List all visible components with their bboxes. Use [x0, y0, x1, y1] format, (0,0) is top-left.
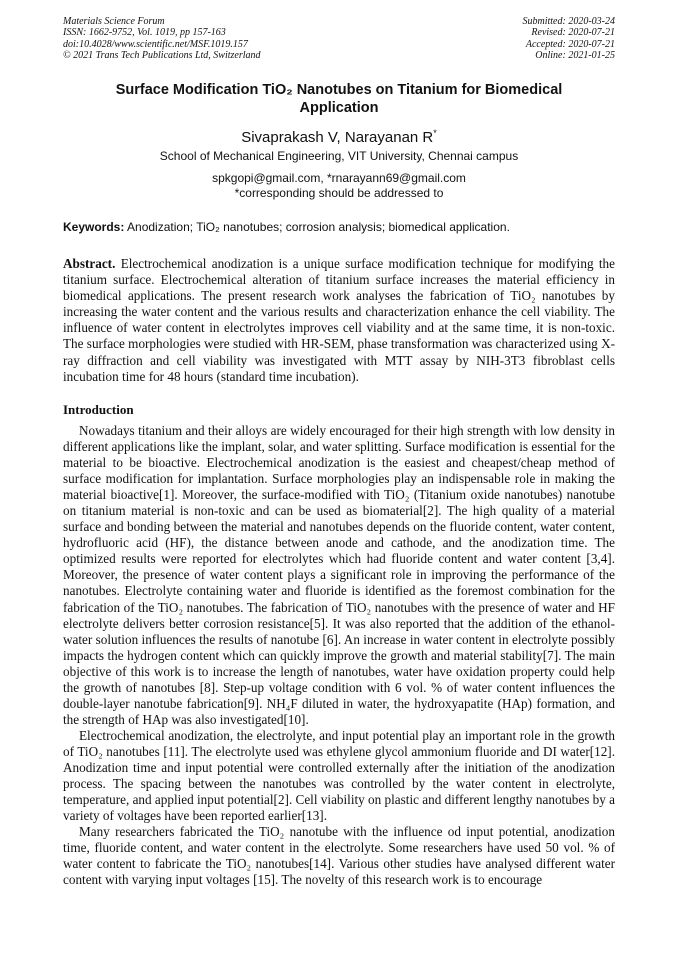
keywords-label: Keywords:: [63, 220, 125, 234]
journal-issn: ISSN: 1662-9752, Vol. 1019, pp 157-163: [63, 27, 226, 39]
date-revised: Revised: 2020-07-21: [531, 27, 615, 39]
date-online: Online: 2021-01-25: [535, 49, 615, 61]
introduction-body: [63, 423, 615, 888]
paper-title: [63, 81, 615, 117]
body-paragraph: Many researchers fabricated the TiO₂ nanotube with the influence od input potential, anodization time, fluoride content, and water content in the electrolyte. Some researchers have used 50 vol. % of water content to fabricate the TiO₂ nanotubes[14]. Various other studies have analysed different water content with varying input voltages [15]. The novelty of this research work is to encourage: [63, 824, 615, 888]
keywords-text: Anodization; TiO₂ nanotubes; corrosion analysis; biomedical application.: [124, 220, 510, 234]
date-submitted: Submitted: 2020-03-24: [522, 16, 615, 27]
journal-doi[interactable]: doi:10.4028/www.scientific.net/MSF.1019.157: [63, 38, 248, 50]
author-names: Sivaprakash V, Narayanan R: [241, 129, 434, 146]
journal-name: Materials Science Forum: [63, 16, 165, 27]
correspondence-note: *corresponding should be addressed to: [234, 185, 444, 200]
journal-copyright: © 2021 Trans Tech Publications Ltd, Switzerland: [63, 49, 261, 61]
affiliation: School of Mechanical Engineering, VIT University, Chennai campus: [159, 149, 519, 163]
body-paragraph: Nowadays titanium and their alloys are widely encouraged for their high strength with low density in different applications like the implant, solar, and water splitting. Surface modification is essential for the material to be bioactive. Electrochemical anodization is the easiest and cheapest/cheap method of surface modification for implantation. Surface morphologies play an indispensable role in making the material bioactive[1]. Moreover, the surface-modified with TiO₂ (Titanium oxide nanotubes) nanotube on titanium material is non-toxic and can be used as biomaterial[2]. The high quality of a material surface and bonding between the material and nanotubes depends on the fluoride content, water content, hydrofluoric acid (HF), the distance between anode and cathode, and the anodization time. The optimized results were reported for electrolytes which had fluoride content and water content [3,4]. Moreover, the presence of water content plays a significant role in improving the performance of the nanotubes. Electrolyte containing water and fluoride is identified as the foremost combination for the fabrication of the TiO₂ nanotubes. The fabrication of TiO₂ nanotubes with the presence of water and HF electrolyte delivers better corrosion resistance[5]. It was also reported that the addition of the ethanol-water solution influences the results of nanotube [6]. An increase in water content in electrolyte possibly impacts the hydrogen content which can quickly improve the growth and material stability[7]. The main objective of this work is to increase the length of nanotubes, water have oxidation property could help the growth of nanotubes [8]. Step-up voltage condition with 6 vol. % of water content influences the double-layer nanotube fabrication[9]. NH₄F diluted in water, the hydroxyapatite (HAp) formation, and the strength of HAp was also investigated[10].: [63, 423, 615, 727]
abstract: [63, 256, 615, 385]
abstract-label: Abstract.: [63, 256, 116, 271]
section-heading-introduction: Introduction: [63, 402, 134, 417]
contact-block: [63, 171, 615, 200]
author-emails[interactable]: spkgopi@gmail.com, *rnarayann69@gmail.com: [212, 171, 466, 185]
publication-dates: [523, 16, 616, 61]
author-list: [63, 124, 615, 147]
keywords: [63, 220, 615, 235]
paper-title-line-2: Application: [299, 100, 379, 116]
body-paragraph: Electrochemical anodization, the electrolyte, and input potential play an important role in the growth of TiO₂ nanotubes [11]. The electrolyte used was ethylene glycol ammonium fluoride and DI water[12]. Anodization time and input potential were controlled externally after the initiation of the anodization process. The spacing between the nanotubes was controlled by the water content in electrolyte, temperature, and applied input potential[2]. Cell viability on plastic and different lengthy nanotubes by a variety of voltages have been reported earlier[13].: [63, 727, 616, 824]
abstract-text: Electrochemical anodization is a unique surface modification technique for modifying the titanium surface. Electrochemical alteration of titanium surface increases the material efficiency in biomedical applications. The present research work analyses the fabrication of TiO₂ nanotubes by increasing the water content and the various results and characterization enhance the cell viability. The influence of water content in electrolytes improves cell viability and at the same time, it is non-toxic. The surface morphologies were studied with HR-SEM, phase transformation was characterized using X-ray diffraction and cell viability was investigated with MTT assay by NIH-3T3 fibroblast cells incubation time for 48 hours (standard time incubation).: [63, 256, 615, 384]
corresponding-author-mark: *: [433, 128, 437, 138]
date-accepted: Accepted: 2020-07-21: [525, 38, 615, 50]
journal-info: [63, 16, 261, 61]
paper-title-line-1: Surface Modification TiO₂ Nanotubes on Titanium for Biomedical: [115, 82, 563, 98]
